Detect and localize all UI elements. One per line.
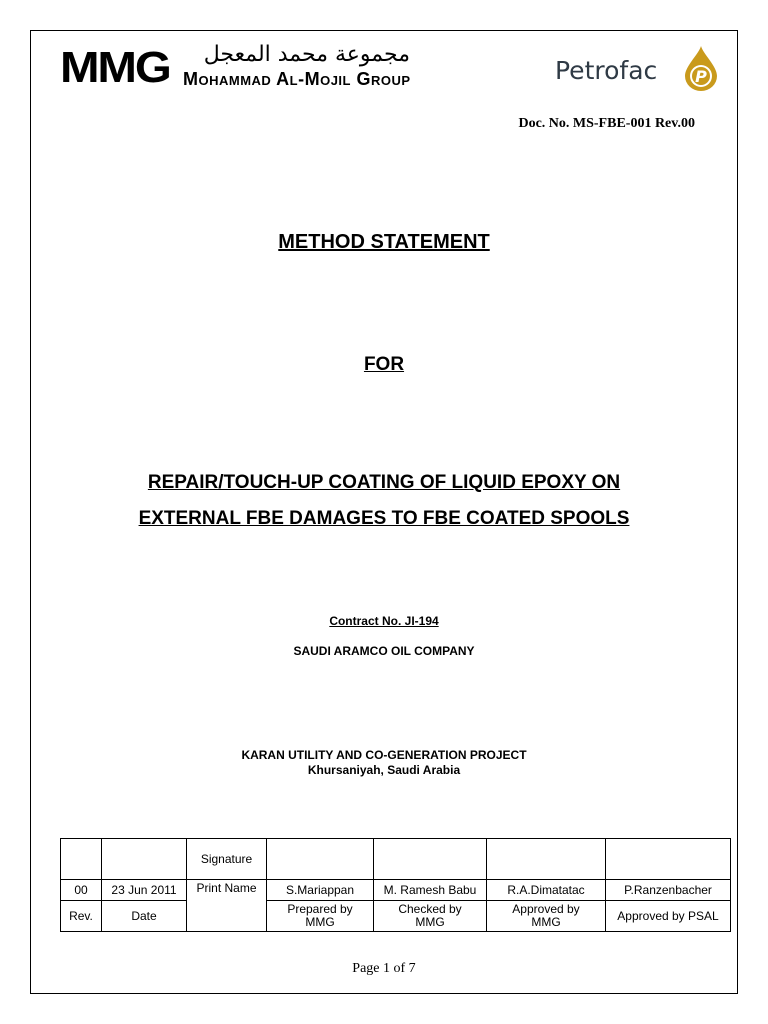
signature-cell-1 (267, 839, 374, 880)
role-2-line-1: Checked by (398, 902, 462, 916)
role-3-line-2: MMG (531, 915, 561, 929)
print-name-4: P.Ranzenbacher (606, 880, 731, 901)
subject-line-2: EXTERNAL FBE DAMAGES TO FBE COATED SPOOLS (138, 508, 630, 529)
mmg-logo-mark: MMG (60, 43, 170, 92)
title-for: FOR (363, 354, 405, 375)
date-value: 23 Jun 2011 (102, 880, 187, 901)
signature-table (60, 838, 731, 932)
print-name-row (61, 880, 731, 901)
mmg-arabic-name: مجموعة محمد المعجل (203, 42, 410, 67)
mmg-latin-name-text: Mohammad Al-Mojil Group (183, 69, 411, 89)
role-2 (374, 901, 487, 932)
role-2-line-2: MMG (415, 915, 445, 929)
revision-header: Rev. (61, 901, 102, 932)
document-number: Doc. No. MS-FBE-001 Rev.00 (518, 116, 695, 131)
print-name-2: M. Ramesh Babu (374, 880, 487, 901)
print-name-3: R.A.Dimatatac (487, 880, 606, 901)
table-cell (61, 839, 102, 880)
petrofac-drop-icon (681, 44, 721, 92)
signature-cell-3 (487, 839, 606, 880)
role-row (61, 901, 731, 932)
revision-value: 00 (61, 880, 102, 901)
subject-line-1: REPAIR/TOUCH-UP COATING OF LIQUID EPOXY ON (147, 472, 621, 493)
contract-number: Contract No. JI-194 (329, 614, 439, 628)
role-1-line-1: Prepared by (287, 902, 353, 916)
mmg-logo (60, 40, 420, 100)
signature-cell-4 (606, 839, 731, 880)
project-location: Khursaniyah, Saudi Arabia (307, 763, 461, 777)
table-cell (102, 839, 187, 880)
signature-cell-2 (374, 839, 487, 880)
company-name: SAUDI ARAMCO OIL COMPANY (293, 644, 475, 658)
signature-row (61, 839, 731, 880)
print-name-label: Print Name (187, 880, 267, 932)
role-1 (267, 901, 374, 932)
mmg-latin-name (183, 70, 411, 90)
document-title: METHOD STATEMENT (278, 231, 490, 253)
page-number: Page 1 of 7 (352, 961, 416, 976)
role-1-line-2: MMG (305, 915, 335, 929)
petrofac-name: Petrofac (555, 56, 658, 85)
date-header: Date (102, 901, 187, 932)
print-name-1: S.Mariappan (267, 880, 374, 901)
project-name: KARAN UTILITY AND CO-GENERATION PROJECT (241, 748, 527, 762)
signature-label: Signature (187, 839, 267, 880)
role-3-line-1: Approved by (512, 902, 580, 916)
petrofac-logo (555, 44, 730, 94)
role-3 (487, 901, 606, 932)
petrofac-drop-letter: P (695, 67, 707, 86)
role-4: Approved by PSAL (606, 901, 731, 932)
